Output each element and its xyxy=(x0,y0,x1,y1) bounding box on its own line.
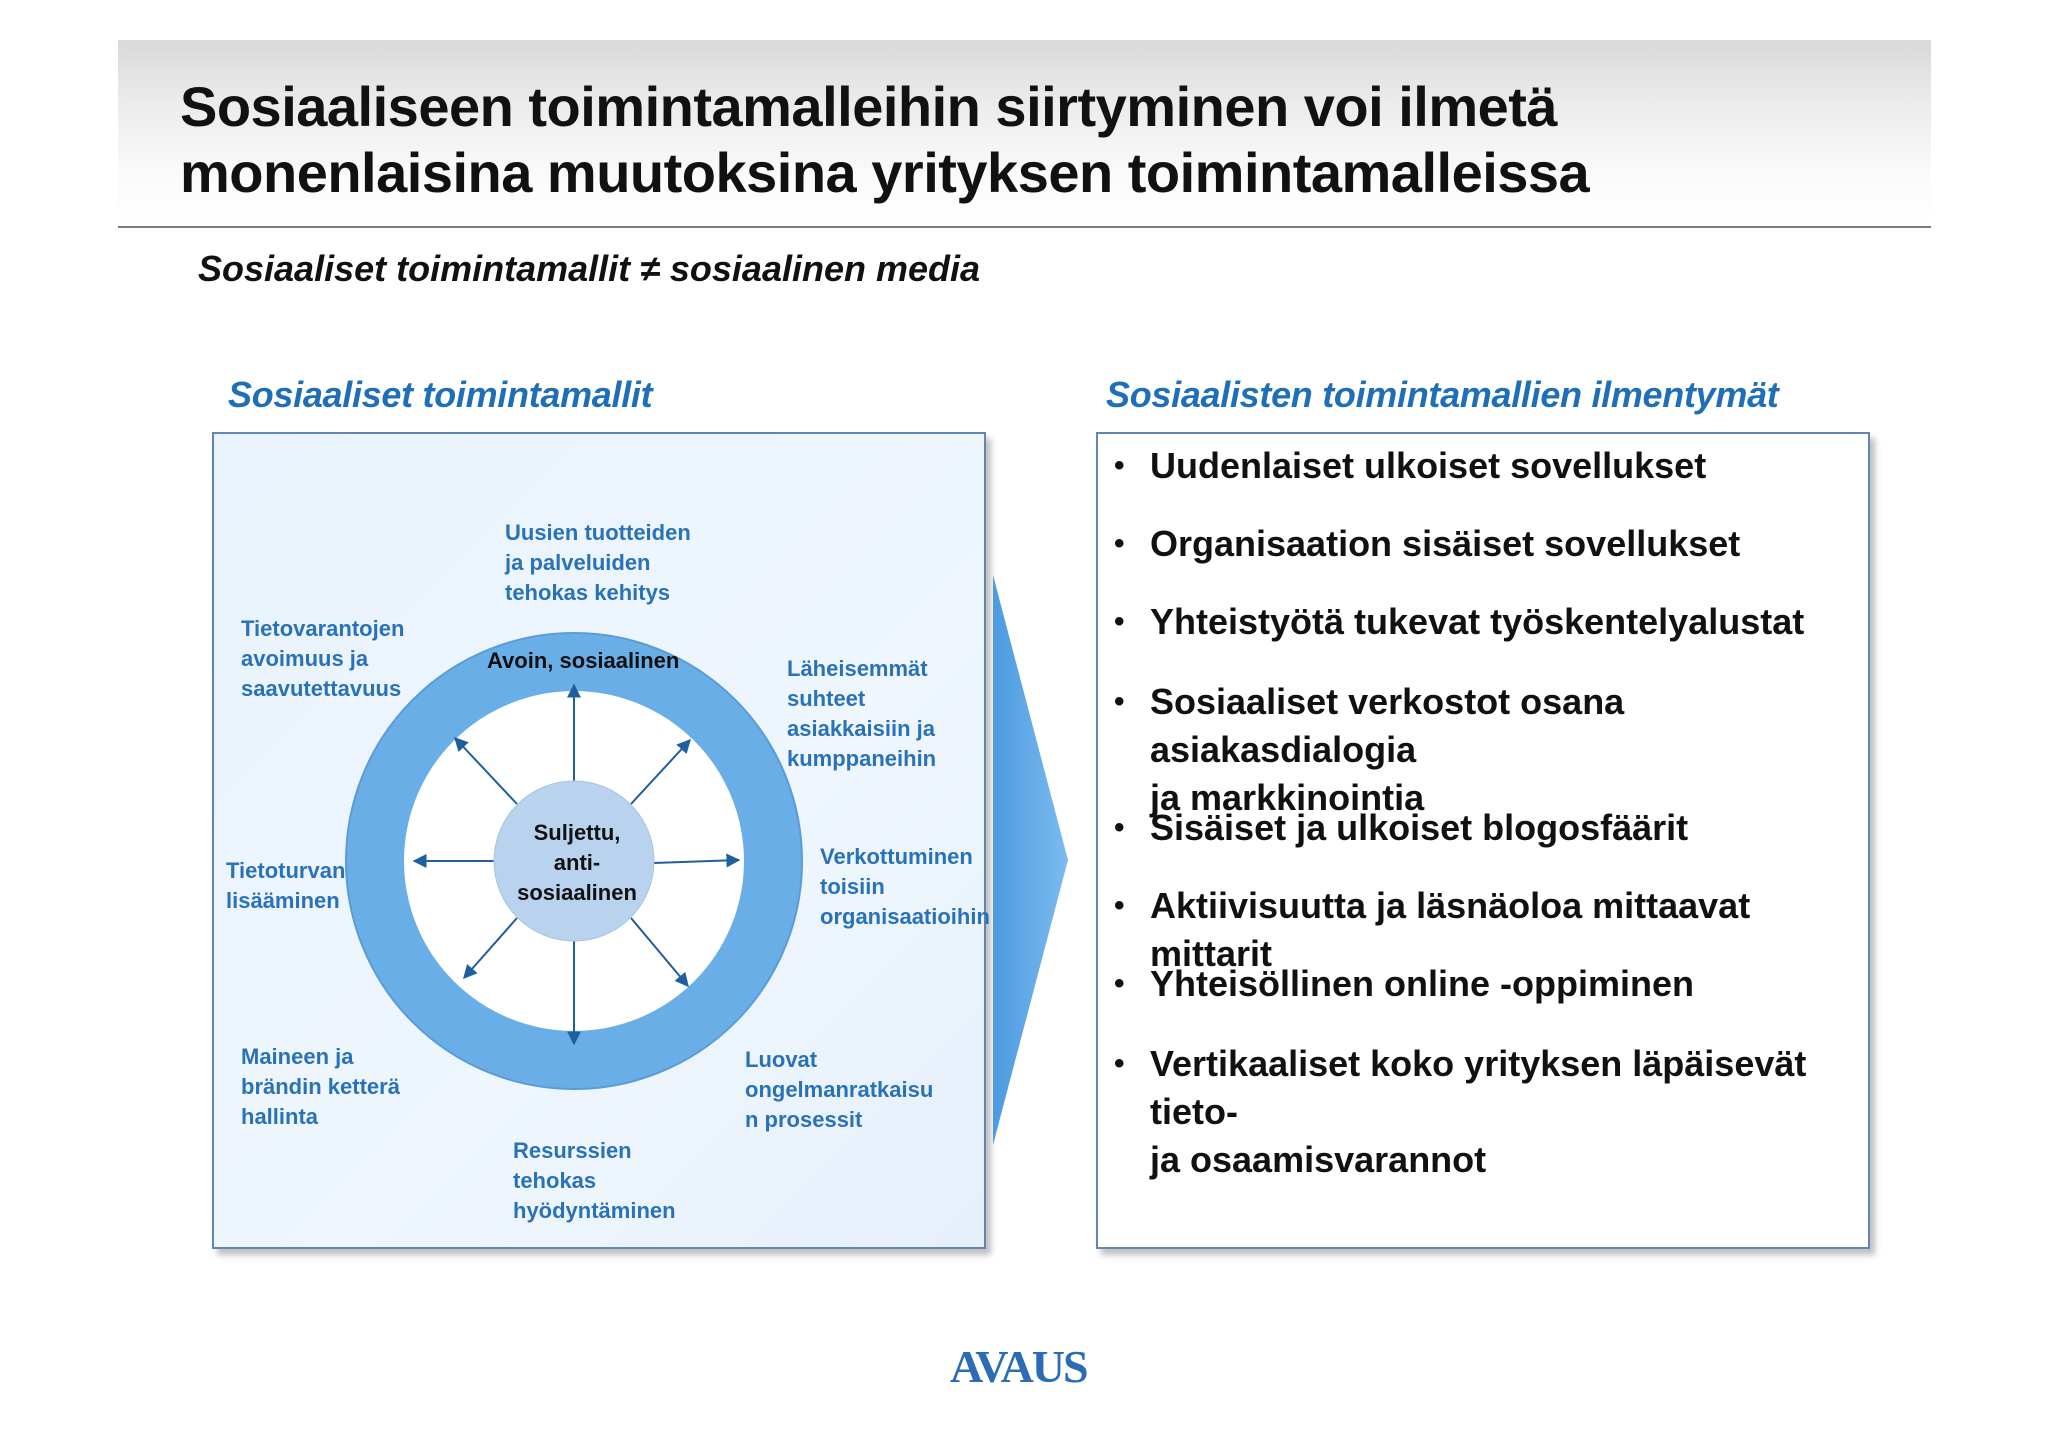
page-title: Sosiaaliseen toimintamalleihin siirtyminen voi ilmetä monenlaisina muutoksina yrityksen toimintamalleissa xyxy=(180,75,1590,204)
subtitle: Sosiaaliset toimintamallit ≠ sosiaalinen media xyxy=(198,248,981,289)
bullet-dot: • xyxy=(1114,449,1125,482)
outcome-top: Uusien tuotteiden ja palveluiden tehokas kehitys xyxy=(505,520,691,605)
left-panel-heading: Sosiaaliset toimintamallit xyxy=(228,374,653,415)
outcome-bottom-left: Maineen ja brändin ketterä hallinta xyxy=(241,1044,400,1129)
chevron-right-icon xyxy=(990,570,1070,1150)
bullet-dot: • xyxy=(1114,685,1125,718)
bullet-dot: • xyxy=(1114,811,1125,844)
bullet-dot: • xyxy=(1114,967,1125,1000)
bullet-dot: • xyxy=(1114,605,1125,638)
core-label: Suljettu, anti- sosiaalinen xyxy=(517,820,637,905)
outcome-bottom: Resurssien tehokas hyödyntäminen xyxy=(513,1138,676,1223)
outcome-right: Verkottuminen toisiin organisaatioihin xyxy=(820,844,990,929)
outcome-top-left: Tietovarantojen avoimuus ja saavutettavuus xyxy=(241,616,405,701)
outcome-bottom-right: Luovat ongelmanratkaisu n prosessit xyxy=(745,1047,934,1132)
bullet-dot: • xyxy=(1114,889,1125,922)
avaus-logo: AVAUS xyxy=(950,1341,1087,1392)
bullet-dot: • xyxy=(1114,527,1125,560)
outcome-top-right: Läheisemmät suhteet asiakkaisiin ja kumppaneihin xyxy=(787,656,937,771)
bullet-dot: • xyxy=(1114,1047,1125,1080)
ring-label: Avoin, sosiaalinen xyxy=(487,648,680,673)
outcome-left: Tietoturvan lisääminen xyxy=(226,858,346,913)
right-panel-heading: Sosiaalisten toimintamallien ilmentymät xyxy=(1106,374,1779,415)
